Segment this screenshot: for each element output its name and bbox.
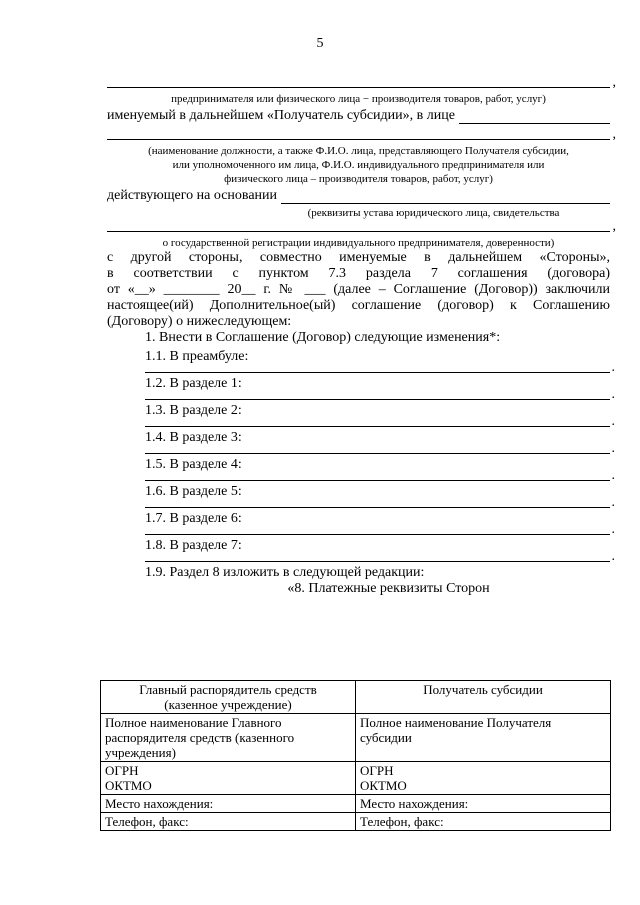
cell-phone-recipient: Телефон, факс:: [356, 813, 611, 831]
section-label: 1.4. В разделе 3:: [145, 430, 242, 445]
body-line: в соответствии с пунктом 7.3 раздела 7 соглашения (договора): [107, 266, 610, 281]
caption-requisites: (реквизиты устава юридического лица, свидетельства: [307, 207, 560, 219]
form-body: [107, 72, 610, 597]
blank-line: [281, 191, 610, 204]
sections-list: [107, 349, 610, 562]
item-1-9: 1.9. Раздел 8 изложить в следующей редакции:: [145, 565, 425, 580]
blank-line: [145, 452, 610, 454]
blank-line: [107, 86, 610, 88]
caption-position: (наименование должности, а также Ф.И.О. лица, представляющего Получателя субсидии, или уполномоченного им лица, Ф.И.О. индивидуального предпринимателя или физического лица – производителя товаров, работ, услуг): [148, 145, 569, 185]
body-line: от «__» ________ 20__ г. № ___ (далее – Соглашение (Договор)) заключили: [107, 282, 610, 297]
section-label: 1.7. В разделе 6:: [145, 511, 242, 526]
payment-requisites-table: [100, 680, 611, 831]
cell-codes-recipient: ОГРН ОКТМО: [356, 762, 611, 795]
named-recipient-row: [107, 108, 610, 124]
header-chief-manager: Главный распорядитель средств (казенное учреждение): [101, 681, 356, 714]
page-number: 5: [316, 36, 324, 51]
blank-line: [145, 533, 610, 535]
table-row: [101, 795, 611, 813]
body-line: (Договору) о нижеследующем:: [107, 314, 292, 329]
table-row: [101, 813, 611, 831]
blank-line: [145, 425, 610, 427]
cell-full-name-chief: Полное наименование Главного распорядителя средств (казенного учреждения): [101, 714, 356, 762]
table-row: [101, 714, 611, 762]
cell-codes-chief: ОГРН ОКТМО: [101, 762, 356, 795]
acting-basis-row: [107, 188, 610, 204]
cell-full-name-recipient: Полное наименование Получателя субсидии: [356, 714, 611, 762]
body-line: настоящее(ий) Дополнительное(ый) соглашение (договор) к Соглашению: [107, 298, 610, 313]
acting-basis-text: действующего на основании: [107, 188, 278, 203]
blank-line: [145, 371, 610, 373]
table-row: [101, 762, 611, 795]
named-recipient-text: именуемый в дальнейшем «Получатель субсидии», в лице: [107, 108, 455, 123]
blank-line: [145, 506, 610, 508]
blank-line: [459, 111, 610, 124]
section-8-title: «8. Платежные реквизиты Сторон: [287, 581, 490, 596]
caption-registration: о государственной регистрации индивидуального предпринимателя, доверенности): [162, 237, 555, 249]
blank-line: [145, 560, 610, 562]
section-label: 1.2. В разделе 1:: [145, 376, 242, 391]
section-label: 1.1. В преамбуле:: [145, 349, 249, 364]
section-label: 1.5. В разделе 4:: [145, 457, 242, 472]
cell-phone-chief: Телефон, факс:: [101, 813, 356, 831]
blank-line: [145, 479, 610, 481]
section-label: 1.3. В разделе 2:: [145, 403, 242, 418]
caption-entrepreneur: предпринимателя или физического лица − производителя товаров, работ, услуг): [171, 93, 546, 105]
table-row: [101, 681, 611, 714]
blank-line: [145, 398, 610, 400]
section-label: 1.6. В разделе 5:: [145, 484, 242, 499]
header-recipient: Получатель субсидии: [356, 681, 611, 714]
blank-line: [107, 138, 610, 140]
cell-location-chief: Место нахождения:: [101, 795, 356, 813]
item-1: 1. Внести в Соглашение (Договор) следующие изменения*:: [145, 330, 501, 345]
cell-location-recipient: Место нахождения:: [356, 795, 611, 813]
body-line: с другой стороны, совместно именуемые в дальнейшем «Стороны»,: [107, 250, 610, 265]
blank-line: [107, 230, 610, 232]
section-label: 1.8. В разделе 7:: [145, 538, 242, 553]
